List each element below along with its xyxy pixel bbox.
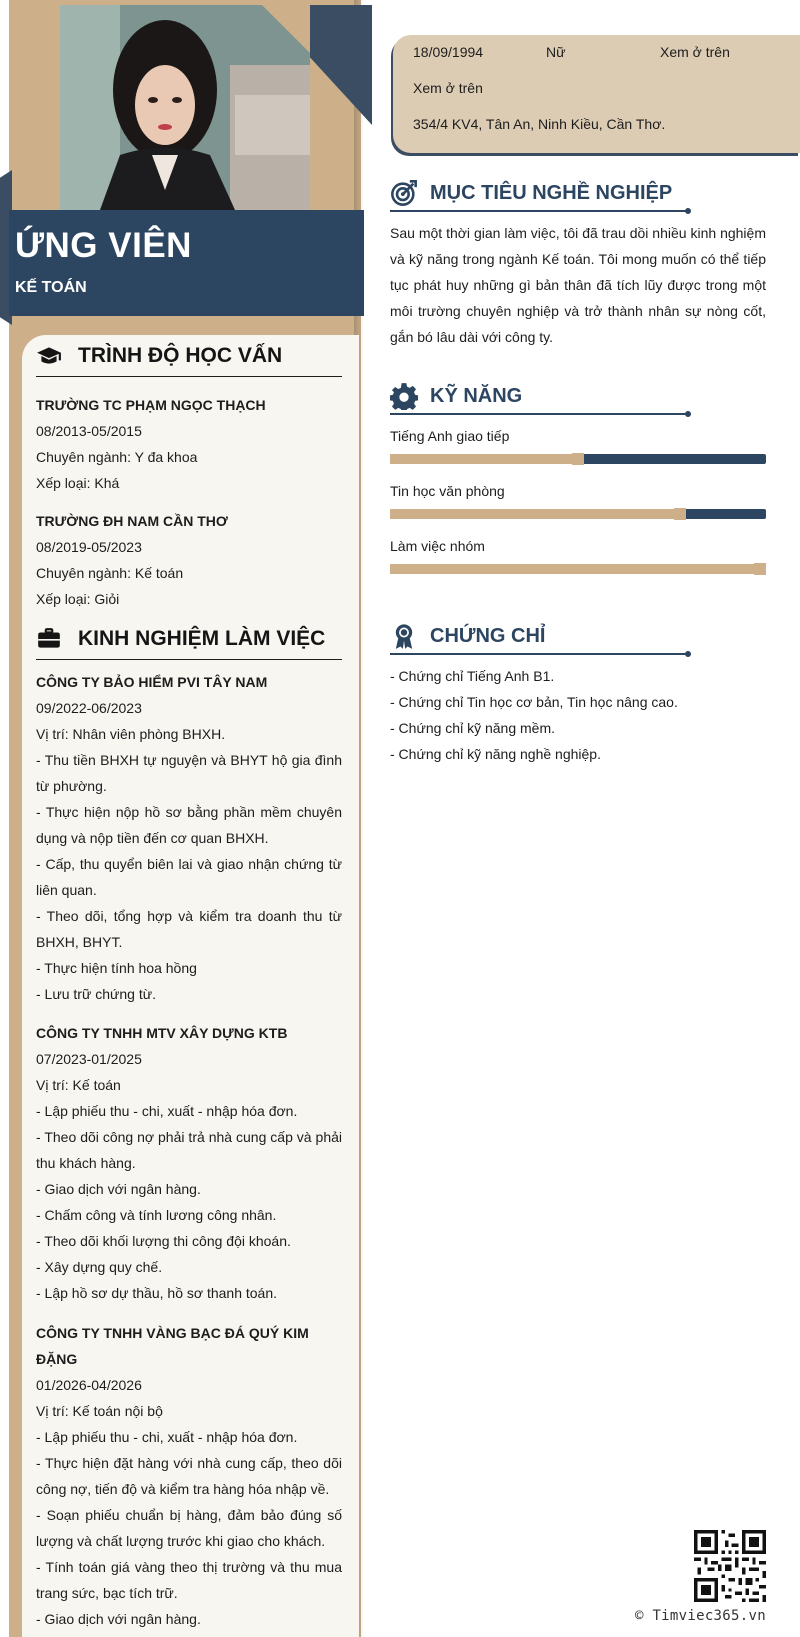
phone: Xem ở trên — [660, 44, 730, 60]
duty-line: - Giao dịch với ngân hàng. — [36, 1181, 201, 1197]
work-period: 09/2022-06/2023 — [36, 700, 142, 716]
award-ribbon-icon — [390, 620, 422, 652]
certificate-item: - Chứng chỉ Tiếng Anh B1. — [390, 668, 555, 684]
duty-line: - Chấm công và tính lương công nhân. — [36, 1207, 277, 1223]
duty-line: - Thực hiện tính hoa hồng — [36, 960, 197, 976]
email: Xem ở trên — [413, 80, 483, 96]
duty-line: - Thu tiền BHXH tự nguyện và BHYT hộ gia đình từ phường. — [36, 752, 342, 794]
skill-bar-fill — [390, 509, 674, 519]
date-of-birth: 18/09/1994 — [413, 44, 484, 60]
duty-line: - Lập phiếu thu - chi, xuất - nhập hóa đơn. — [36, 1429, 298, 1445]
duty-line: - Giao dịch với ngân hàng. — [36, 1611, 201, 1627]
target-icon — [390, 177, 422, 209]
grade: Xếp loại: Khá — [36, 475, 120, 491]
skill-bar — [390, 454, 766, 464]
company-name: CÔNG TY TNHH VÀNG BẠC ĐÁ QUÝ KIM ĐẶNG — [36, 1325, 309, 1367]
company-name: CÔNG TY TNHH MTV XÂY DỰNG KTB — [36, 1025, 288, 1041]
duty-line: - Lưu trữ chứng từ. — [36, 986, 156, 1002]
position: Vị trí: Kế toán — [36, 1077, 121, 1093]
certificates-heading-label: CHỨNG CHỈ — [430, 624, 546, 647]
avatar — [60, 5, 310, 210]
duty-line: - Xây dựng quy chế. — [36, 1259, 163, 1275]
work-period: 01/2026-04/2026 — [36, 1377, 142, 1393]
objective-text: Sau một thời gian làm việc, tôi đã trau dồi nhiều kinh nghiệm và kỹ năng trong ngành Kế toán. Tôi mong muốn có thể tiếp tục phát huy những gì bản thân đã tích lũy được trong một môi trường chuyên nghiệp và trở thành nhân sự nòng cốt, gắn bó lâu dài với công ty. — [390, 225, 766, 345]
skill-name: Tiếng Anh giao tiếp — [390, 428, 510, 444]
skill-name: Tin học văn phòng — [390, 483, 505, 499]
experience-heading — [36, 618, 342, 660]
major: Chuyên ngành: Y đa khoa — [36, 449, 198, 465]
study-period: 08/2013-05/2015 — [36, 423, 142, 439]
school-name: TRƯỜNG ĐH NAM CẦN THƠ — [36, 513, 228, 529]
candidate-name: ỨNG VIÊN — [15, 226, 192, 265]
position: Vị trí: Nhân viên phòng BHXH. — [36, 726, 226, 742]
graduation-cap-icon — [36, 341, 70, 371]
qr-code-icon — [694, 1530, 766, 1602]
education-item — [36, 508, 342, 612]
major: Chuyên ngành: Kế toán — [36, 565, 184, 581]
education-heading — [36, 335, 342, 377]
skill-name: Làm việc nhóm — [390, 538, 485, 554]
study-period: 08/2019-05/2023 — [36, 539, 142, 555]
skill-bar — [390, 564, 766, 574]
skills-heading — [390, 378, 690, 414]
duty-line: - Lập hồ sơ dự thầu, hồ sơ thanh toán. — [36, 1285, 278, 1301]
experience-heading-label: KINH NGHIỆM LÀM VIỆC — [78, 626, 326, 650]
certificate-item: - Chứng chỉ kỹ năng mềm. — [390, 720, 555, 736]
duty-line: - Theo dõi khối lượng thi công đội khoán. — [36, 1233, 291, 1249]
duty-line: - Lập phiếu thu - chi, xuất - nhập hóa đơn. — [36, 1103, 298, 1119]
experience-item — [36, 1320, 342, 1632]
objective-heading — [390, 175, 690, 211]
position: Vị trí: Kế toán nội bộ — [36, 1403, 163, 1419]
work-period: 07/2023-01/2025 — [36, 1051, 142, 1067]
experience-item — [36, 669, 342, 1007]
footer-brand: © Timviec365.vn — [635, 1608, 766, 1624]
skills-rule — [390, 413, 688, 415]
skill-bar — [390, 509, 766, 519]
experience-item — [36, 1020, 342, 1306]
briefcase-icon — [36, 624, 70, 654]
address: 354/4 KV4, Tân An, Ninh Kiều, Cần Thơ. — [413, 116, 666, 132]
duty-line: - Theo dõi công nợ phải trả nhà cung cấp và phải thu khách hàng. — [36, 1129, 342, 1171]
skill-bar-knob — [754, 563, 766, 575]
skill-bar-fill — [390, 564, 766, 574]
duty-line: - Thực hiện đặt hàng với nhà cung cấp, theo dõi công nợ, tiến độ và kiểm tra hàng hóa nhập về. — [36, 1455, 342, 1497]
gender: Nữ — [546, 44, 566, 60]
education-item — [36, 392, 342, 496]
objective-rule — [390, 210, 688, 212]
gear-icon — [390, 380, 422, 412]
skill-bar-fill — [390, 454, 572, 464]
job-title: KẾ TOÁN — [15, 279, 87, 296]
skills-heading-label: KỸ NĂNG — [430, 384, 523, 407]
company-name: CÔNG TY BẢO HIỂM PVI TÂY NAM — [36, 674, 268, 690]
certificate-item: - Chứng chỉ Tin học cơ bản, Tin học nâng cao. — [390, 694, 678, 710]
certificates-heading — [390, 618, 690, 654]
education-heading-label: TRÌNH ĐỘ HỌC VẤN — [78, 343, 283, 367]
personal-info-box — [393, 35, 800, 153]
objective-heading-label: MỤC TIÊU NGHỀ NGHIỆP — [430, 181, 673, 204]
duty-line: - Thực hiện nộp hồ sơ bằng phần mềm chuyên dụng và nộp tiền đến cơ quan BHXH. — [36, 804, 342, 846]
certificates-rule — [390, 653, 688, 655]
duty-line: - Tính toán giá vàng theo thị trường và thu mua trang sức, bạc tích trữ. — [36, 1559, 342, 1601]
skill-bar-knob — [674, 508, 686, 520]
duty-line: - Soạn phiếu chuẩn bị hàng, đảm bảo đúng số lượng và chất lượng trước khi giao cho khách. — [36, 1507, 342, 1549]
grade: Xếp loại: Giỏi — [36, 591, 120, 607]
duty-line: - Cấp, thu quyển biên lai và giao nhận chứng từ liên quan. — [36, 856, 342, 898]
skill-bar-knob — [572, 453, 584, 465]
duty-line: - Theo dõi, tổng hợp và kiểm tra doanh thu từ BHXH, BHYT. — [36, 908, 342, 950]
certificate-item: - Chứng chỉ kỹ năng nghề nghiệp. — [390, 746, 601, 762]
school-name: TRƯỜNG TC PHẠM NGỌC THẠCH — [36, 397, 266, 413]
